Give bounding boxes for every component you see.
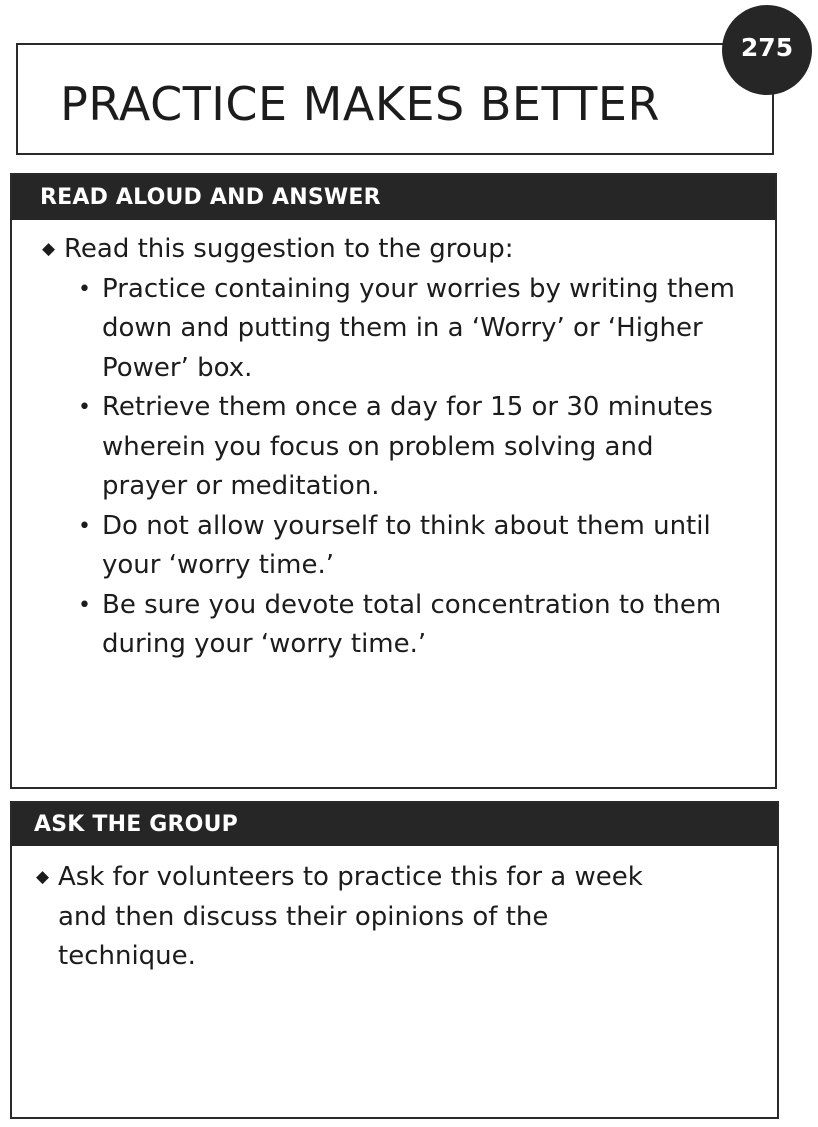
ask-group-section [10, 801, 779, 1119]
ask-group-content [12, 846, 777, 977]
list-item [78, 270, 775, 389]
dot-bullet-icon: • [78, 592, 91, 618]
read-aloud-intro: Read this suggestion to the group: [64, 234, 514, 264]
ask-group-row [36, 858, 777, 977]
card-title: PRACTICE MAKES BETTER [60, 77, 660, 131]
card-number-badge: 275 [722, 5, 812, 95]
list-item [78, 507, 775, 586]
title-box [16, 43, 774, 155]
list-item-text: Retrieve them once a day for 15 or 30 minutes wherein you focus on problem solving and prayer or meditation. [102, 392, 713, 501]
dot-bullet-icon: • [78, 513, 91, 539]
read-aloud-header: READ ALOUD AND ANSWER [12, 175, 775, 220]
list-item-text: Be sure you devote total concentration to them during your ‘worry time.’ [102, 589, 722, 659]
list-item-text: Practice containing your worries by writing them down and putting them in a ‘Worry’ or ‘Higher Power’ box. [102, 273, 735, 383]
read-aloud-intro-row [42, 230, 775, 270]
ask-group-header: ASK THE GROUP [12, 803, 777, 846]
read-aloud-section [10, 173, 777, 789]
list-item [78, 388, 775, 507]
diamond-bullet-icon: ◆ [42, 239, 56, 259]
ask-group-text: Ask for volunteers to practice this for a week and then discuss their opinions of the technique. [58, 862, 643, 971]
dot-bullet-icon: • [78, 276, 91, 302]
list-item [78, 586, 775, 665]
suggestion-list [42, 270, 775, 665]
list-item-text: Do not allow yourself to think about them until your ‘worry time.’ [102, 510, 711, 580]
read-aloud-content [12, 220, 775, 665]
diamond-bullet-icon: ◆ [36, 867, 50, 887]
dot-bullet-icon: • [78, 395, 91, 420]
